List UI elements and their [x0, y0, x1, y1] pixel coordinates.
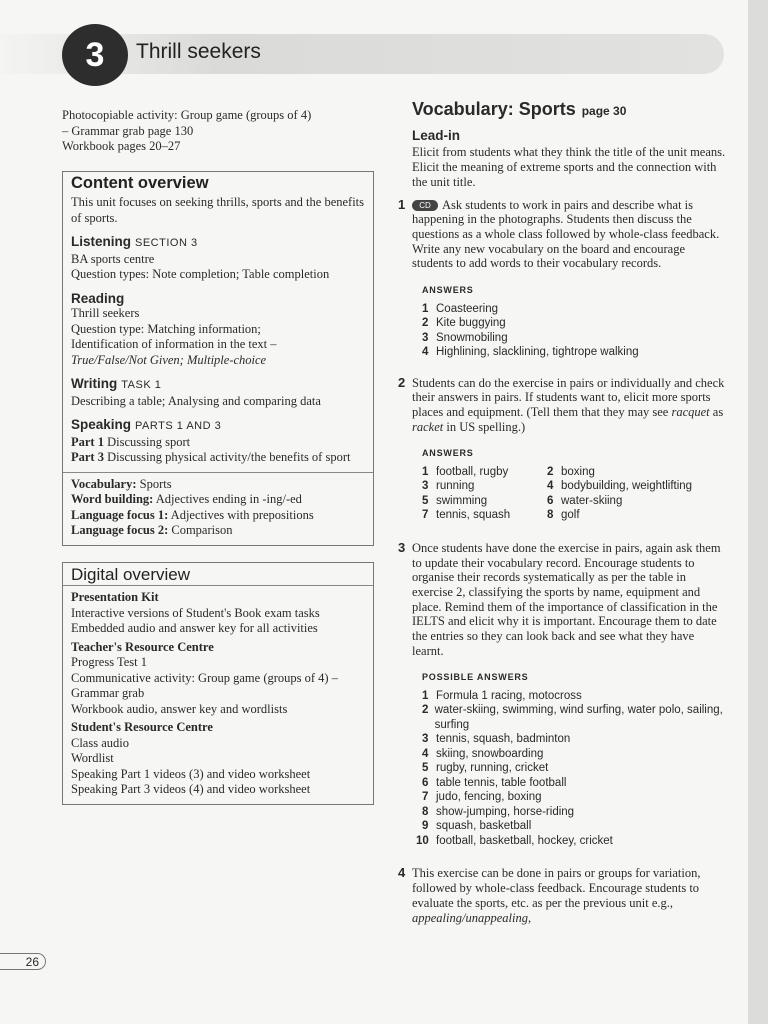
answers-heading: ANSWERS: [422, 448, 474, 459]
reading-heading: Reading: [71, 290, 125, 306]
answer-item: 4 skiing, snowboarding: [422, 747, 544, 760]
listening-heading: Listening: [71, 234, 131, 249]
exercise-2: 2 Students can do the exercise in pairs or individually and check their answers in pairs. If students want to, elicit more sports places and equipment. (Tell them that they may see racquet as racket in US spelling.): [398, 374, 725, 434]
content-overview-box: [62, 171, 374, 546]
reading-line: Identification of information in the text –: [71, 337, 277, 351]
answer-item: 6 water-skiing: [547, 494, 623, 507]
focus-label: Vocabulary:: [71, 476, 137, 491]
digital-overview-title: Digital overview: [71, 564, 191, 584]
exercise-number: 3: [398, 539, 406, 555]
answer-item: 8 golf: [547, 509, 580, 522]
reading-line: True/False/Not Given; Multiple-choice: [71, 352, 267, 367]
lead-in-heading: Lead-in: [412, 127, 461, 143]
group-line: Interactive versions of Student's Book exam tasks: [71, 605, 320, 620]
focus-label: Language focus 2:: [71, 523, 169, 537]
answer-item: 5 swimming: [422, 494, 488, 507]
vocab-page-ref: page 30: [581, 104, 627, 118]
answers-heading: POSSIBLE ANSWERS: [422, 672, 529, 683]
exercise-3: [398, 539, 728, 659]
listening-section: [71, 234, 365, 283]
answer-item: 1 Coasteering: [422, 302, 499, 315]
exercise-3-text: Once students have done the exercise in pairs, again ask them to update their vocabulary record. Encourage students to organise their records systematically as per the table in exercise 2, classifying the sports by name, equipment and place. Remind them of the importance of classification in the IELTS and elicit why it is important. Encourage them to date the entries so they can look back and see what they have learnt.: [412, 540, 721, 658]
divider: [63, 472, 373, 473]
listening-tag: SECTION 3: [135, 237, 198, 249]
left-column: [62, 108, 374, 805]
exercise-1-text: Ask students to work in pairs and describe what is happening in the photographs. Students then discuss the questions as a whole class followed by whole-class feedback. Write any new vocabulary on the board and encourage students to add words to their vocabulary records.: [412, 197, 720, 271]
group-heading: Student's Resource Centre: [71, 720, 213, 734]
content-summary: This unit focuses on seeking thrills, sports and the benefits of sports.: [71, 195, 365, 225]
focus-label: Word building:: [71, 492, 154, 506]
reading-line: Question type: Matching information;: [71, 321, 261, 336]
exercise-number: 1: [398, 196, 406, 212]
answer-item: 8 show-jumping, horse-riding: [422, 805, 575, 818]
answers-heading: ANSWERS: [422, 285, 474, 296]
answer-item: 4 Highlining, slacklining, tightrope walking: [422, 346, 639, 359]
answer-item: 9 squash, basketball: [422, 820, 532, 833]
answers-3: [416, 670, 728, 848]
right-column: [398, 99, 728, 925]
answer-item: 5 rugby, running, cricket: [422, 762, 549, 775]
answer-item: 3 running: [422, 480, 475, 493]
speaking-part1-text: Discussing sport: [107, 434, 191, 449]
answer-item: 7 tennis, squash: [422, 509, 511, 522]
group-line: Speaking Part 3 videos (4) and video worksheet: [71, 782, 311, 796]
focus-label: Language focus 1:: [71, 507, 169, 522]
group-heading: Teacher's Resource Centre: [71, 639, 214, 654]
reading-section: [71, 291, 365, 369]
group-line: Communicative activity: Group game (groups of 4) – Grammar grab: [71, 670, 338, 700]
exercise-number: 2: [398, 374, 406, 390]
lead-in-text: Elicit from students what they think the title of the unit means. Elicit the meaning of extreme sports and the connection with the unit title.: [412, 145, 726, 189]
speaking-tag: PARTS 1 AND 3: [135, 420, 222, 432]
answer-item: 3 tennis, squash, badminton: [422, 733, 571, 746]
answer-item: 2 boxing: [547, 465, 595, 478]
focus-text: Sports: [139, 476, 172, 491]
answers-2: [422, 446, 728, 523]
writing-line: Describing a table; Analysing and comparing data: [71, 393, 321, 408]
answer-item: 4 bodybuilding, weightlifting: [547, 480, 693, 493]
speaking-section: [71, 417, 365, 466]
speaking-heading: Speaking: [71, 417, 132, 432]
intro-line: Workbook pages 20–27: [62, 139, 181, 153]
speaking-part1-label: Part 1: [71, 434, 104, 449]
exercise-1: [398, 196, 728, 272]
reading-line: Thrill seekers: [71, 306, 140, 320]
group-line: Embedded audio and answer key for all activities: [71, 621, 318, 635]
answer-item: 2 water-skiing, swimming, wind surfing, water polo, sailing, surfing: [422, 704, 723, 731]
answer-item: 1 Formula 1 racing, motocross: [422, 689, 582, 702]
focus-text: Adjectives with prepositions: [170, 507, 314, 522]
content-overview-title: Content overview: [71, 173, 209, 192]
writing-section: [71, 376, 365, 409]
group-line: Class audio: [71, 735, 129, 750]
answer-item: 10 football, basketball, hockey, cricket: [416, 834, 613, 847]
group-line: Speaking Part 1 videos (3) and video worksheet: [71, 766, 311, 781]
group-line: Workbook audio, answer key and wordlists: [71, 701, 288, 716]
page-number: 26: [0, 953, 46, 970]
intro-line: – Grammar grab page 130: [62, 123, 194, 138]
answers-1: [422, 283, 728, 360]
digital-overview-box: [62, 562, 374, 805]
speaking-part3-label: Part 3: [71, 450, 104, 464]
unit-title: Thrill seekers: [136, 40, 261, 63]
group-line: Progress Test 1: [71, 655, 147, 669]
unit-number-badge: 3: [62, 24, 128, 86]
writing-tag: TASK 1: [121, 379, 162, 391]
answer-item: 2 Kite buggying: [422, 317, 506, 330]
answer-item: 1 football, rugby: [422, 465, 509, 478]
listening-line: BA sports centre: [71, 251, 155, 266]
focus-text: Comparison: [171, 523, 233, 537]
divider: [63, 585, 373, 586]
group-heading: Presentation Kit: [71, 590, 159, 604]
writing-heading: Writing: [71, 376, 118, 391]
speaking-part3-text: Discussing physical activity/the benefits of sport: [107, 450, 351, 464]
answer-item: 6 table tennis, table football: [422, 776, 567, 789]
focus-text: Adjectives ending in -ing/-ed: [155, 492, 302, 506]
exercise-number: 4: [398, 865, 406, 881]
answer-item: 7 judo, fencing, boxing: [422, 791, 542, 804]
listening-line: Question types: Note completion; Table completion: [71, 267, 330, 281]
book-spine: [748, 0, 768, 1024]
audio-cd-icon: CD: [412, 200, 438, 211]
intro-line: Photocopiable activity: Group game (groups of 4): [62, 108, 312, 122]
exercise-4: 4 This exercise can be done in pairs or groups for variation, followed by whole-class feedback. Encourage students to evaluate the sports, etc. as per the previous unit e.g., appealing/unappealing,: [398, 865, 701, 925]
group-line: Wordlist: [71, 751, 114, 765]
answer-item: 3 Snowmobiling: [422, 331, 508, 344]
vocab-heading: Vocabulary: Sports: [412, 99, 576, 119]
